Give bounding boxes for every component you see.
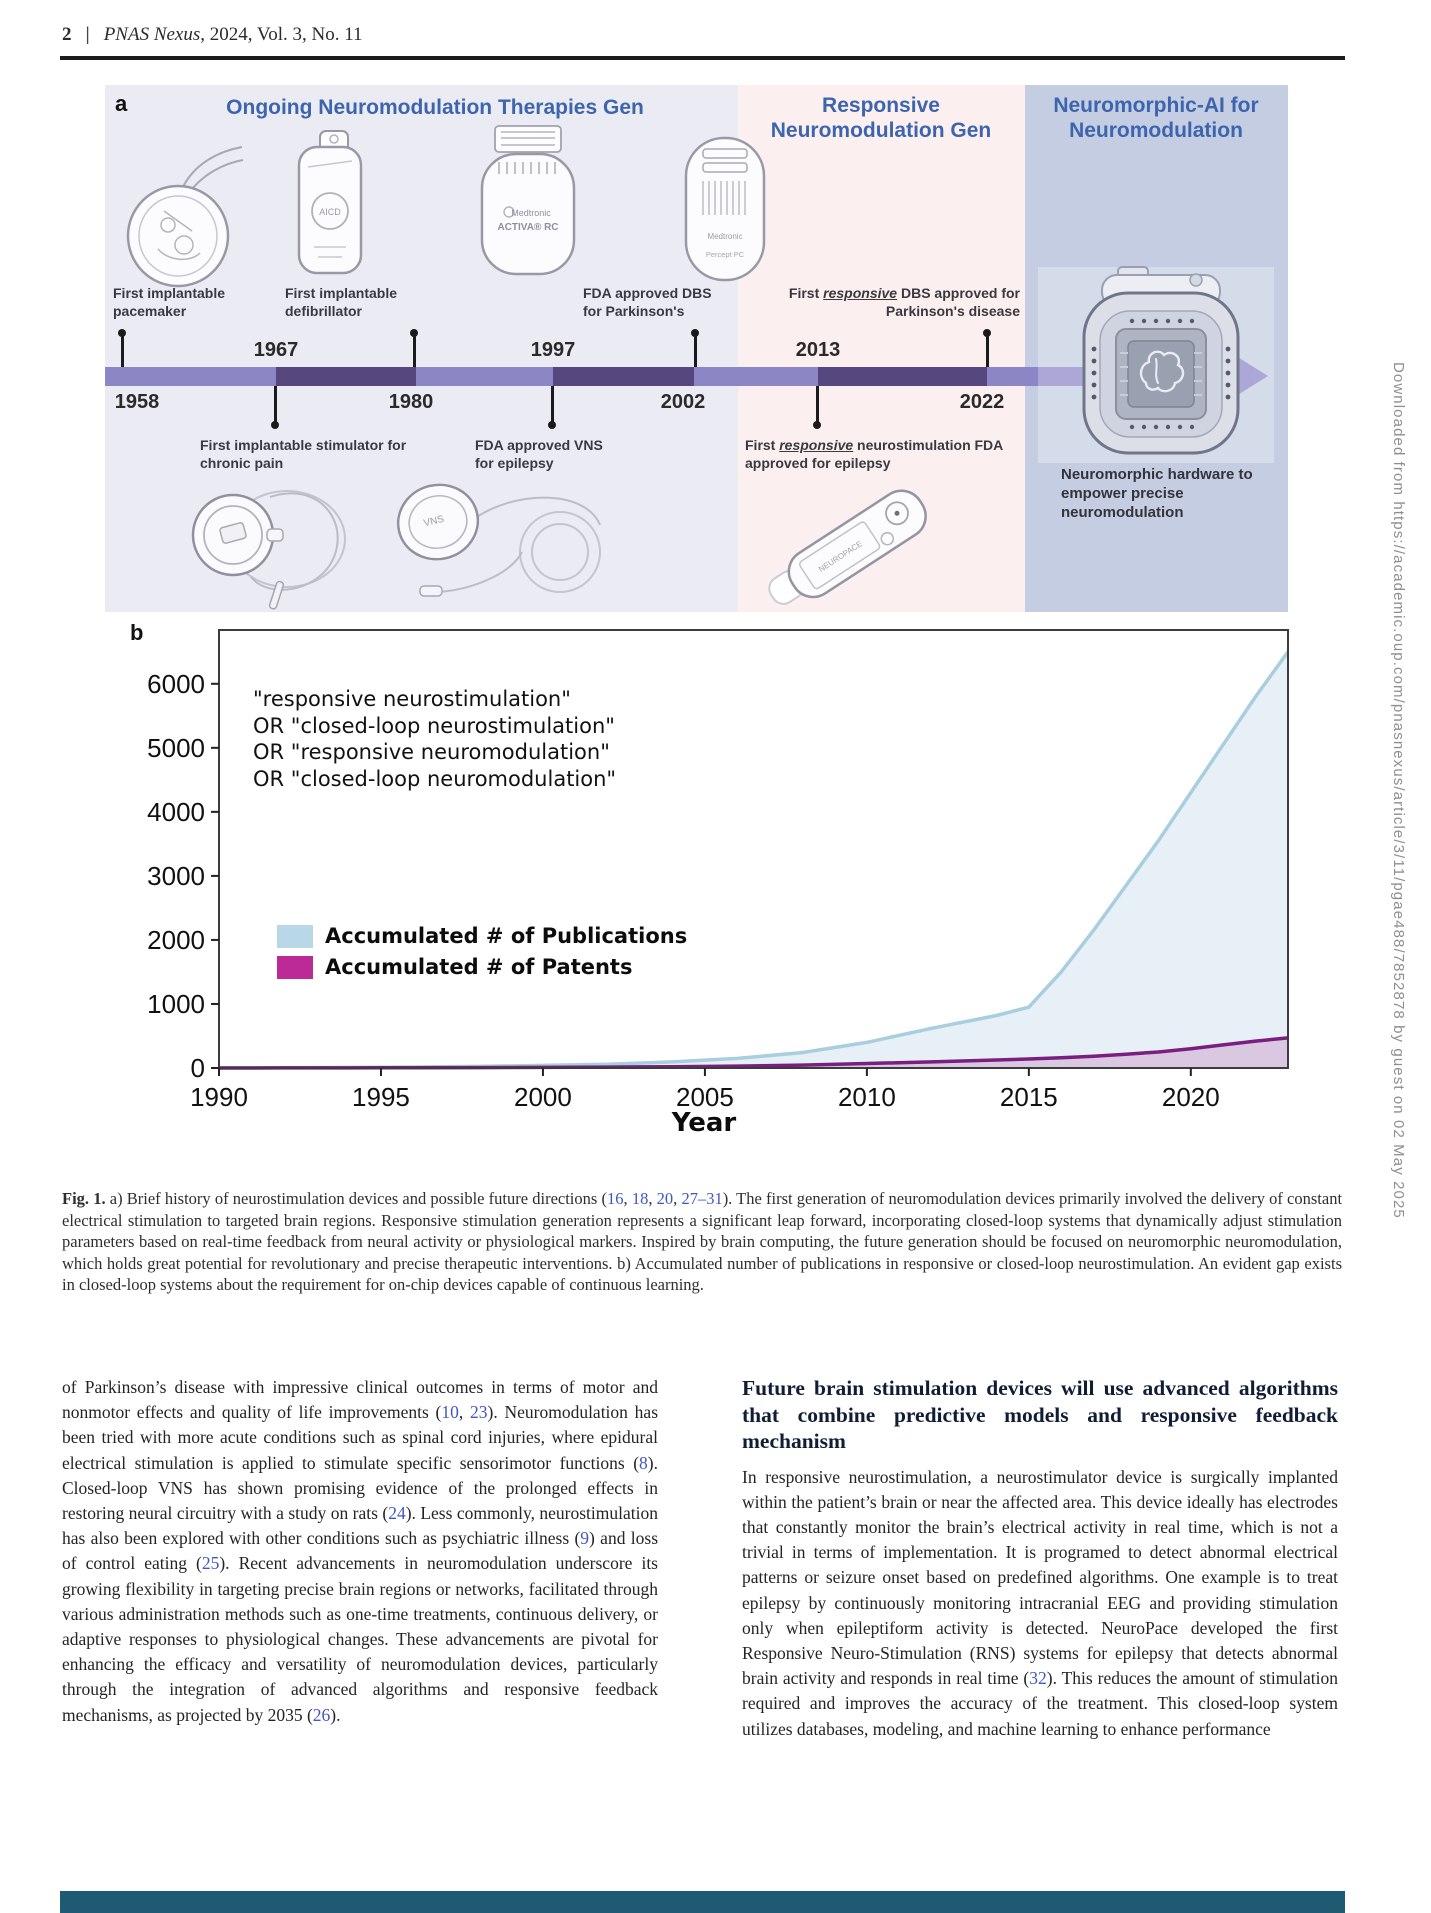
reference-link[interactable]: 27–31 (681, 1189, 723, 1208)
year-2022: 2022 (959, 391, 1005, 413)
panel-a-label: a (115, 91, 128, 116)
reference-link[interactable]: 18 (631, 1189, 649, 1208)
body-column-right (742, 1375, 1338, 1742)
timeline-connector-1958 (121, 335, 124, 368)
journal-name: PNAS Nexus (103, 24, 201, 45)
event-label-pacemaker: First implantable pacemaker (113, 285, 226, 319)
section-title-ongoing: Ongoing Neuromodulation Therapies Gen (226, 96, 644, 119)
defibrillator-label: AICD (319, 207, 341, 217)
text-segment: ). Less commonly, neurostimulation has also been explored with other conditions such as psychiatric illness ( (62, 1503, 658, 1549)
year-2002: 2002 (660, 391, 706, 413)
text-segment: ). The first generation of neuromodulation devices primarily involved the delivery of constant electrical stimulation to targeted brain regions. Responsive stimulation generation represents a significant leap forward, incorporating closed-loop systems that dynamically adjust stimulation parameters based on real-time feedback from neural activity or physiological markers. Inspired by brain computing, the future generation should be focused on neuromorphic neuromodulation, which holds great potential for revolutionary and precise therapeutic interventions. b) Accumulated number of publications in responsive or closed-loop neurostimulation. An evident gap exists in closed-loop systems about the requirement for on-chip devices capable of continuous learning. (62, 1189, 1343, 1295)
timeline-dot-2013 (813, 421, 821, 429)
header-rule (60, 56, 1345, 60)
reference-link[interactable]: 25 (201, 1553, 220, 1574)
timeline-dark-segment (553, 367, 694, 386)
neuromorphic-device-illustration (1070, 263, 1255, 473)
section-title-responsive: Responsive Neuromodulation Gen (770, 94, 992, 142)
timeline-dot-1967 (271, 421, 279, 429)
query-line: OR "closed-loop neurostimulation" (253, 713, 615, 738)
activa-model-label: ACTIVA® RC (497, 222, 559, 233)
text-segment: First (745, 437, 780, 453)
year-1967: 1967 (253, 339, 299, 361)
text-segment: First (788, 285, 824, 301)
y-tick-label: 4000 (147, 796, 205, 827)
reference-link[interactable]: 23 (470, 1402, 488, 1423)
year-1980: 1980 (388, 391, 434, 413)
x-tick-label: 2010 (837, 1082, 896, 1112)
figure-caption (62, 1188, 1342, 1296)
event-label-responsive-dbs (760, 285, 1020, 320)
timeline-connector-2022 (986, 335, 989, 368)
y-tick-label: 0 (190, 1053, 205, 1083)
reference-link[interactable]: 20 (656, 1189, 674, 1208)
text-segment: , (458, 1402, 471, 1423)
text-segment: ). This reduces the amount of stimulation required and improves the accuracy of the treatment. This closed-loop system utilizes databases, modeling, and machine learning to enhance performance (742, 1668, 1338, 1739)
patents-swatch-icon (277, 956, 313, 979)
reference-link[interactable]: 9 (580, 1528, 590, 1549)
text-segment: a) Brief history of neurostimulation devices and possible future directions ( (105, 1189, 607, 1208)
publications-patents-chart (104, 600, 1304, 1160)
timeline-dark-segment (818, 367, 987, 386)
text-segment: ). Neuromodulation has been tried with more acute conditions such as spinal cord injuries, where epidural electrical stimulation is applied to stimulate specific sensorimotor functions ( (62, 1402, 659, 1473)
text-segment: , (648, 1189, 657, 1208)
pacemaker-illustration (120, 137, 245, 294)
text-segment: neurostimulation FDA approved for epilepsy (745, 437, 1003, 471)
chart-canvas (104, 600, 1304, 1160)
chart-legend (277, 924, 687, 986)
neuromorphic-caption: Neuromorphic hardware to empower precise neuromodulation (1061, 466, 1253, 521)
text-segment: ). Recent advancements in neuromodulation underscore its growing flexibility in targeting precise brain regions or networks, facilitated through various administration methods such as one-time treatments, continuous delivery, or adaptive responses to physiological changes. These advancements are pivotal for enhancing the efficacy and versatility of neuromodulation devices, particularly through the integration of advanced algorithms and responsive feedback mechanisms, as projected by 2035 ( (62, 1553, 658, 1725)
year-1958: 1958 (114, 391, 160, 413)
text-segment: Fig. 1. (62, 1189, 106, 1208)
query-line: OR "responsive neuromodulation" (253, 740, 610, 764)
neuropace-rns-illustration (757, 467, 967, 622)
x-tick-label: 2015 (999, 1082, 1058, 1112)
y-tick-label: 2000 (147, 924, 205, 955)
text-segment: responsive (779, 437, 854, 453)
reference-link[interactable]: 16 (607, 1189, 624, 1208)
text-segment: of Parkinson’s disease with impressive clinical outcomes in terms of motor and nonmotor effects and quality of life improvements ( (62, 1377, 658, 1423)
bottom-page-bar (60, 1891, 1345, 1913)
reference-link[interactable]: 26 (312, 1704, 331, 1725)
y-tick-label: 1000 (147, 988, 205, 1019)
text-segment: , (623, 1189, 632, 1208)
x-tick-label: 2020 (1161, 1082, 1220, 1112)
percept-model-label: Percept PC (705, 250, 745, 259)
section-heading: Future brain stimulation devices will use advanced algorithms that combine predictive models and responsive feedback mechanism (742, 1376, 1338, 1453)
section-title-neuromorphic: Neuromorphic-AI for Neuromodulation (1053, 94, 1259, 142)
timeline-connector-1997 (551, 386, 554, 422)
text-segment: DBS approved for Parkinson's disease (885, 285, 1020, 319)
timeline-connector-1967 (274, 386, 277, 422)
reference-link[interactable]: 24 (388, 1503, 406, 1524)
publications-swatch-icon (277, 925, 313, 948)
x-axis-title: Year (671, 1108, 737, 1138)
text-segment: ). Closed-loop VNS has shown promising evidence of the prolonged effects in restoring neural circuitry with a study on rats ( (62, 1452, 658, 1524)
chronic-pain-stimulator-illustration (175, 477, 360, 617)
event-label-vns: FDA approved VNS for epilepsy (475, 437, 603, 471)
issue-info: , 2024, Vol. 3, No. 11 (200, 24, 363, 45)
query-line: OR "closed-loop neuromodulation" (253, 766, 617, 791)
event-label-chronic-pain: First implantable stimulator for chronic pain (200, 437, 407, 471)
year-2013: 2013 (795, 339, 841, 361)
event-label-dbs: FDA approved DBS for Parkinson's (583, 285, 712, 319)
legend-label-patents: Accumulated # of Patents (325, 955, 633, 979)
percept-pc-illustration (677, 133, 773, 293)
defibrillator-illustration (290, 127, 372, 292)
legend-item-publications (277, 924, 687, 948)
vns-device-label: VNS (422, 513, 446, 530)
timeline-connector-1980 (413, 335, 416, 368)
search-query-annotation (253, 686, 616, 792)
text-segment: , (673, 1189, 682, 1208)
text-segment: responsive (823, 285, 898, 301)
text-segment: ). (330, 1704, 341, 1725)
vns-device-illustration (390, 480, 645, 615)
year-1997: 1997 (530, 339, 576, 361)
x-tick-label: 1990 (190, 1082, 248, 1112)
y-tick-label: 6000 (147, 668, 205, 699)
neuropace-label: NEUROPACE (817, 539, 864, 574)
event-label-defibrillator: First implantable defibrillator (285, 285, 398, 319)
text-segment: ) and loss of control eating ( (62, 1528, 659, 1574)
timeline-dark-segment (276, 367, 416, 386)
percept-brand-label: Medtronic (707, 232, 743, 241)
activa-brand-label: Medtronic (511, 208, 551, 218)
timeline-connector-2002 (694, 335, 697, 368)
figure-panel-a (105, 85, 1288, 612)
page-header (62, 24, 363, 46)
x-tick-label: 2005 (675, 1082, 734, 1112)
reference-link[interactable]: 8 (639, 1452, 648, 1473)
y-tick-label: 5000 (147, 732, 205, 763)
body-column-left (62, 1375, 658, 1728)
query-line: "responsive neurostimulation" (253, 687, 571, 711)
page-number: 2 (62, 24, 72, 45)
text-segment: In responsive neurostimulation, a neurostimulator device is surgically implanted within the patient’s brain or near the affected area. This device ideally has electrodes that constantly monitor the brain’s electrical activity in real time, which is not a trivial in terms of implementation. It is programed to detect abnormal electrical patterns or seizure onset based on predefined algorithms. One example is to treat epilepsy by continuously monitoring intracranial EEG and providing stimulation only when epileptiform activity is detected. NeuroPace developed the first Responsive Neuro-Stimulation (RNS) systems for epilepsy that detects abnormal brain activity and responds in real time ( (742, 1466, 1338, 1689)
reference-link[interactable]: 10 (441, 1402, 459, 1423)
x-tick-label: 1995 (352, 1082, 410, 1112)
header-separator: | (85, 24, 90, 45)
legend-label-publications: Accumulated # of Publications (325, 924, 688, 948)
timeline-dot-1997 (548, 421, 556, 429)
y-tick-label: 3000 (147, 860, 205, 891)
legend-item-patents (277, 955, 687, 979)
reference-link[interactable]: 32 (1029, 1668, 1047, 1689)
panel-b-label: b (130, 620, 144, 645)
body-paragraph (742, 1465, 1338, 1742)
timeline-connector-2013 (816, 386, 819, 422)
x-tick-label: 2000 (514, 1082, 572, 1112)
activa-dbs-illustration (475, 120, 583, 293)
download-provenance-note: Downloaded from https://academic.oup.com/pnasnexus/article/3/11/pgae488/7852878 by guest on 02 May 2025 (1390, 362, 1407, 1219)
